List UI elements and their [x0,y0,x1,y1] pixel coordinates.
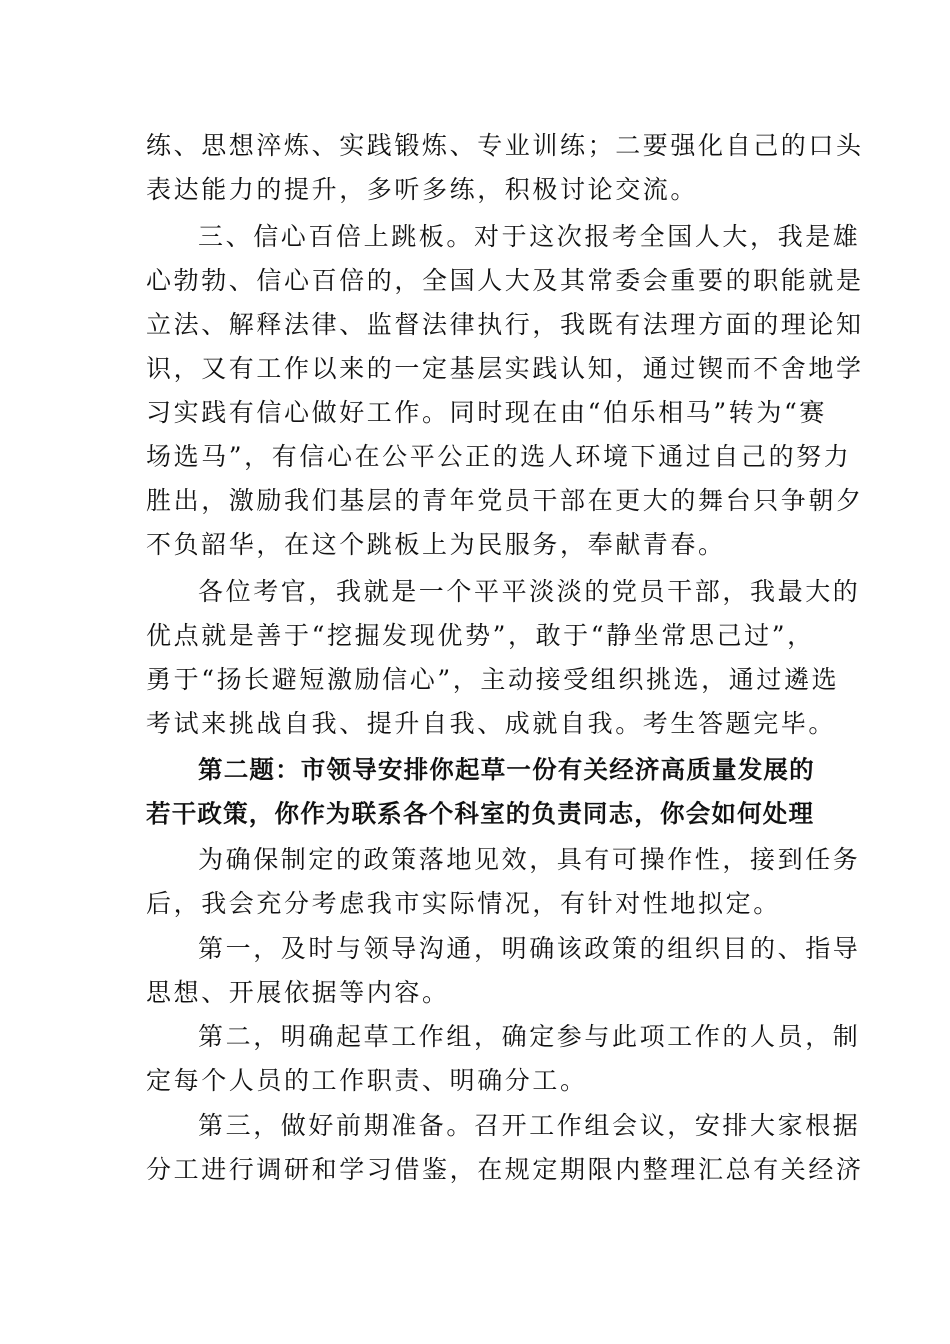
text-line: 立法、解释法律、监督法律执行，我既有法理方面的理论知 [146,310,864,339]
text-line: 场选马”，有信心在公平公正的选人环境下通过自己的努力 [146,442,852,471]
text-line: 考试来挑战自我、提升自我、成就自我。考生答题完毕。 [146,709,837,738]
text-line: 第二，明确起草工作组，确定参与此项工作的人员，制 [198,1022,861,1051]
question-heading [146,748,815,836]
text-line: 胜出，激励我们基层的青年党员干部在更大的舞台只争朝夕 [146,486,864,515]
text-line: 第二题：市领导安排你起草一份有关经济高质量发展的 [198,755,815,784]
text-line: 不负韶华，在这个跳板上为民服务，奉献青春。 [146,530,726,559]
paragraph-point-three [146,1104,864,1192]
text-line: 练、思想淬炼、实践锻炼、专业训练；二要强化自己的口头 [146,131,864,160]
paragraph-point-two [146,1015,861,1103]
text-line: 后，我会充分考虑我市实际情况，有针对性地拟定。 [146,889,781,918]
text-line: 优点就是善于“挖掘发现优势”，敢于“静坐常思己过”， [146,621,815,650]
text-line: 第三，做好前期准备。召开工作组会议，安排大家根据 [198,1111,861,1140]
text-line: 分工进行调研和学习借鉴，在规定期限内整理汇总有关经济 [146,1155,864,1184]
paragraph-answer-intro [146,838,861,926]
paragraph-continuation [146,124,864,212]
text-line: 勇于“扬长避短激励信心”，主动接受组织挑选，通过遴选 [146,665,840,694]
text-line: 第一，及时与领导沟通，明确该政策的组织目的、指导 [198,934,861,963]
paragraph-closing [146,570,861,746]
text-line: 各位考官，我就是一个平平淡淡的党员干部，我最大的 [198,577,861,606]
text-line: 表达能力的提升，多听多练，积极讨论交流。 [146,175,699,204]
text-line: 思想、开展依据等内容。 [146,978,450,1007]
text-line: 识，又有工作以来的一定基层实践认知，通过锲而不舍地学 [146,354,864,383]
text-line: 心勃勃、信心百倍的，全国人大及其常委会重要的职能就是 [146,266,864,295]
paragraph-point-one [146,927,861,1015]
paragraph-confidence [146,215,864,567]
text-line: 习实践有信心做好工作。同时现在由“伯乐相马”转为“赛 [146,398,827,427]
text-line: 为确保制定的政策落地见效，具有可操作性，接到任务 [198,845,861,874]
text-line: 定每个人员的工作职责、明确分工。 [146,1066,588,1095]
text-line: 若干政策，你作为联系各个科室的负责同志，你会如何处理 [146,799,815,828]
text-line: 三、信心百倍上跳板。对于这次报考全国人大，我是雄 [198,222,861,251]
